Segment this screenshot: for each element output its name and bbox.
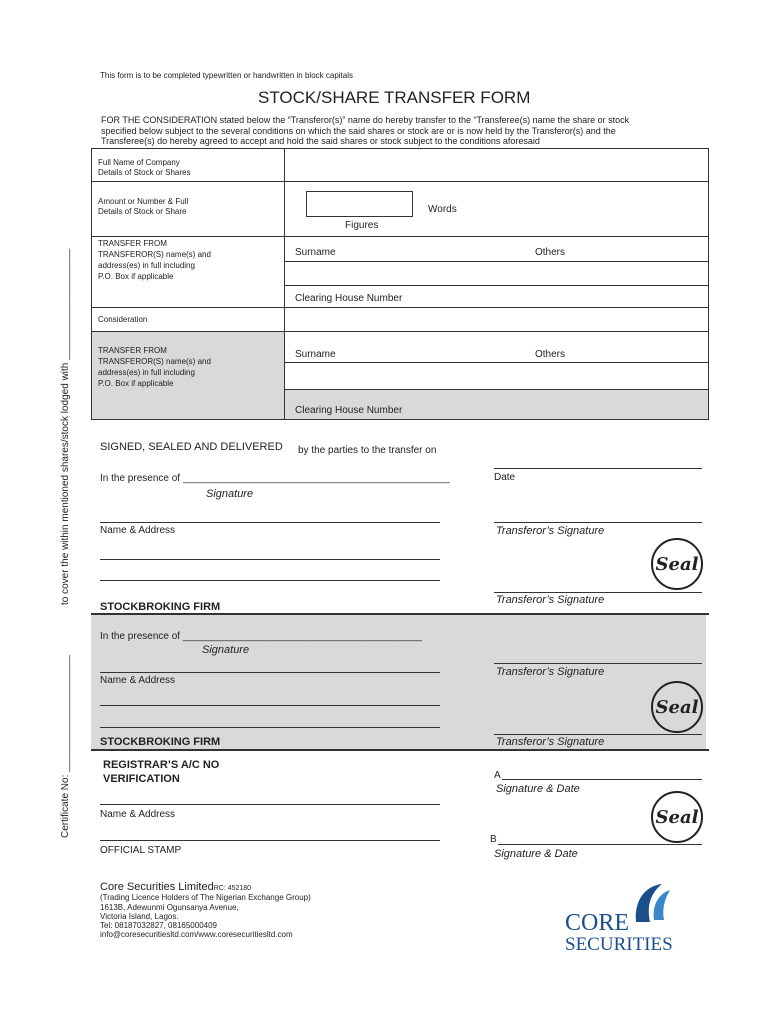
core-securities-logo-icon [628, 880, 674, 926]
surname-label-2: Surname [295, 349, 336, 360]
transferor-signature-4: Transferor’s Signature [496, 736, 605, 748]
signature-date-a: Signature & Date [496, 783, 580, 795]
clearing-house-label: Clearing House Number [295, 293, 403, 304]
registrar-b-label: B [490, 834, 497, 845]
transfer-from-2-label-2: TRANSFEROR(S) name(s) and [98, 357, 211, 366]
footer-rc: RC: 452180 [213, 885, 252, 892]
consideration-line-1: FOR THE CONSIDERATION stated below the “Transferor(s)” name do hereby transfer to the “Transferee(s) name the share or stock [101, 115, 630, 125]
footer-line-4: Tel: 08187032827, 08165000409 [100, 921, 217, 930]
name-address-label-2: Name & Address [100, 675, 176, 686]
seal-stamp-3: Seal [651, 791, 703, 843]
consideration-input[interactable] [285, 308, 708, 330]
surname-label: Surname [295, 247, 336, 258]
by-parties-text: by the parties to the transfer on [298, 445, 437, 456]
transfer-from-2-label-4: P.O. Box if applicable [98, 379, 174, 388]
consideration-line-3: Transferee(s) do hereby agreed to accept and hold the said shares or stock subject to the conditions aforesaid [101, 136, 540, 146]
form-note: This form is to be completed typewritten or handwritten in block capitals [100, 71, 354, 80]
footer-company: Core Securities LimitedRC: 452180 [100, 881, 252, 893]
in-presence-of: In the presence of ________________________________________________ [100, 473, 450, 484]
transfer-from-label-2: TRANSFEROR(S) name(s) and [98, 250, 211, 259]
transferor-signature-3: Transferor’s Signature [496, 666, 605, 678]
footer-line-1: (Trading Licence Holders of The Nigerian Exchange Group) [100, 893, 311, 902]
transfer-from-label-3: address(es) in full including [98, 261, 195, 270]
seal-stamp-2: Seal [651, 681, 703, 733]
seal-stamp-1: Seal [651, 538, 703, 590]
others-label: Others [535, 247, 566, 258]
footer-line-3: Victoria Island, Lagos. [100, 912, 179, 921]
transfer-from-2-label-1: TRANSFER FROM [98, 346, 167, 355]
figures-label: Figures [345, 220, 379, 231]
signature-date-b: Signature & Date [494, 848, 578, 860]
page-title: STOCK/SHARE TRANSFER FORM [258, 88, 531, 107]
side-text-certificate: Certificate No: _____________________ [60, 655, 71, 838]
transfer-from-label-4: P.O. Box if applicable [98, 272, 174, 281]
signed-sealed-title: SIGNED, SEALED AND DELIVERED [100, 441, 283, 453]
date-label: Date [494, 472, 516, 483]
side-text-top: to cover the within mentioned shares/stock lodged with ____________________ [60, 248, 71, 605]
stockbroking-firm-1: STOCKBROKING FIRM [100, 601, 221, 613]
figures-box[interactable] [306, 191, 413, 217]
transferor-signature-1: Transferor’s Signature [496, 525, 605, 537]
others-label-2: Others [535, 349, 566, 360]
signature-label: Signature [206, 488, 254, 500]
signature-label-2: Signature [202, 644, 250, 656]
registrar-a-label: A [494, 770, 501, 781]
transferor-signature-2: Transferor’s Signature [496, 594, 605, 606]
consideration-line-2: specified below subject to the several conditions on which the said shares or stock are or is now held by the Transferor(s) and the [101, 126, 616, 136]
consideration-label: Consideration [98, 315, 148, 324]
section-divider-2 [91, 749, 709, 751]
company-input[interactable] [285, 149, 708, 180]
registrar-title-2: VERIFICATION [103, 773, 180, 785]
company-label-1: Full Name of Company [98, 158, 180, 167]
logo-core-text: CORE [565, 910, 630, 936]
words-label: Words [428, 204, 457, 215]
in-presence-of-2: In the presence of ___________________________________________ [100, 631, 422, 642]
official-stamp-label: OFFICIAL STAMP [100, 845, 182, 856]
registrar-title-1: REGISTRAR’S A/C NO [103, 759, 220, 771]
registrar-name-address: Name & Address [100, 809, 176, 820]
logo-securities-text: SECURITIES [565, 934, 673, 955]
transfer-from-label-1: TRANSFER FROM [98, 239, 167, 248]
transfer-from-2-label-3: address(es) in full including [98, 368, 195, 377]
company-label-2: Details of Stock or Shares [98, 168, 191, 177]
footer-line-5: info@coresecuritiesltd.com/www.coresecuritiesltd.com [100, 930, 293, 939]
clearing-house-label-2: Clearing House Number [295, 405, 403, 416]
footer-line-2: 1613B, Adewunmi Ogunsanya Avenue, [100, 903, 239, 912]
amount-label-1: Amount or Number & Full [98, 197, 189, 206]
name-address-label: Name & Address [100, 525, 176, 536]
amount-label-2: Details of Stock or Share [98, 207, 187, 216]
stockbroking-firm-2: STOCKBROKING FIRM [100, 736, 221, 748]
